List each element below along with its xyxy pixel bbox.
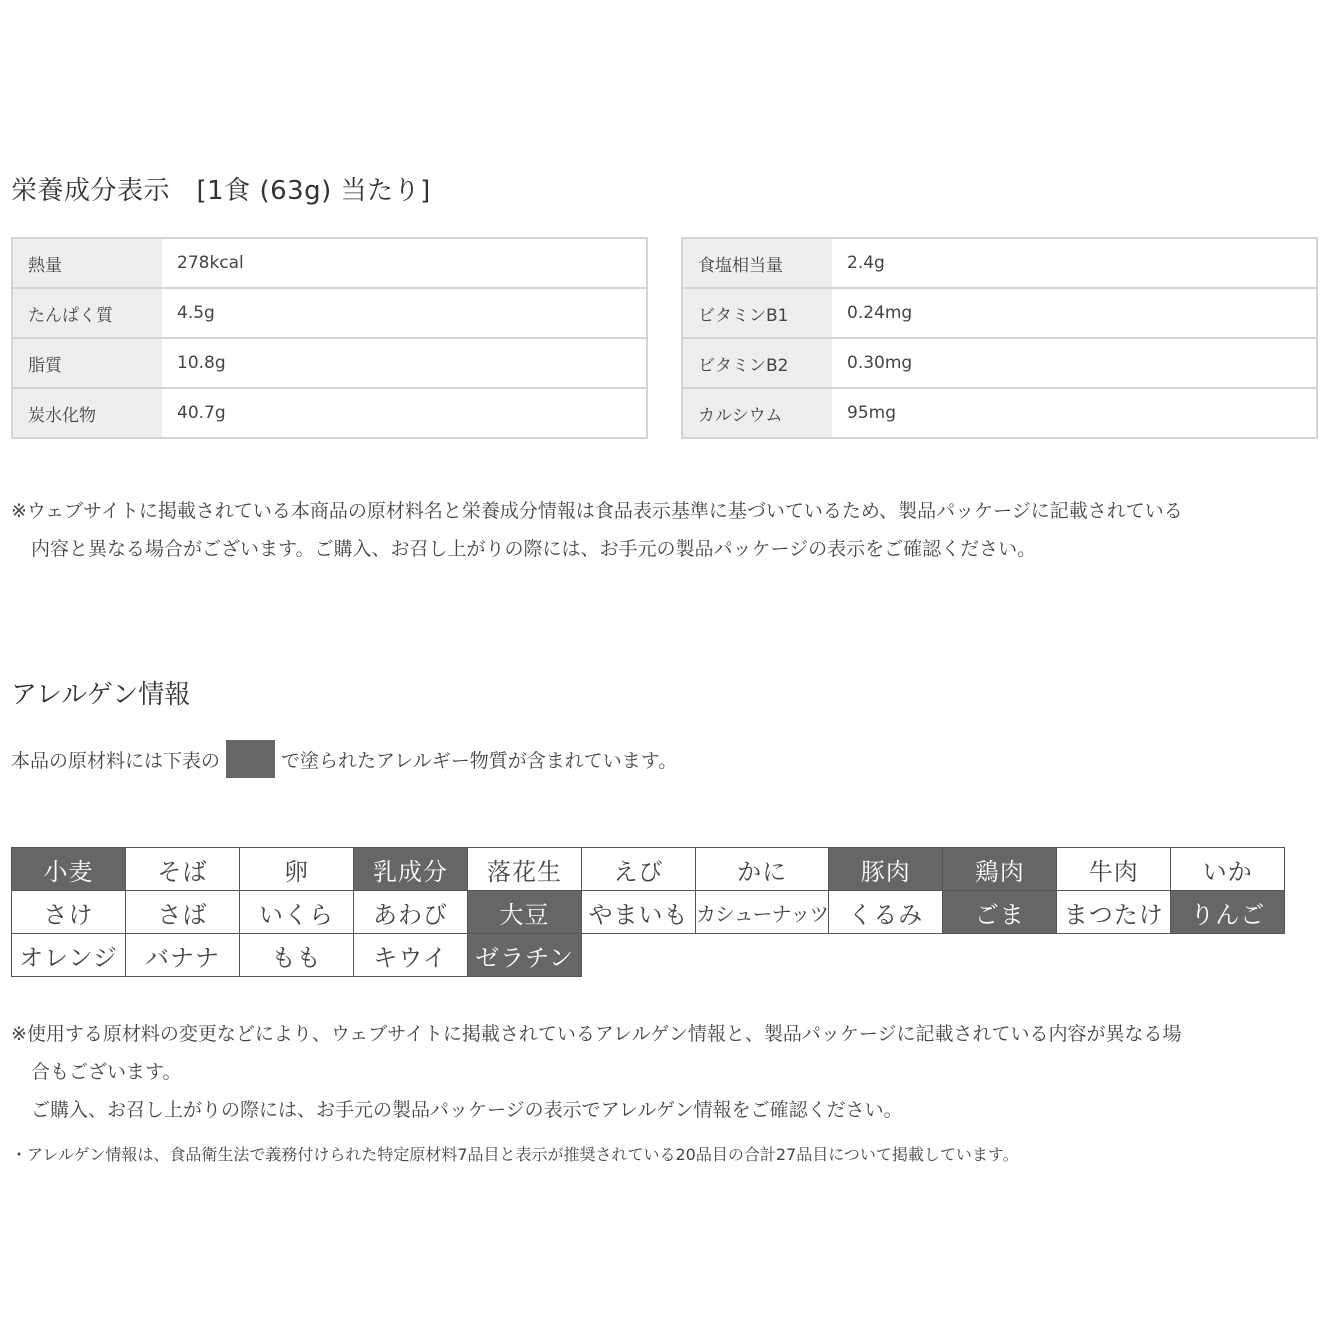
nutrient-label: 食塩相当量 [682, 238, 832, 288]
allergen-cell: いか [1171, 848, 1285, 891]
legend-text-after: で塗られたアレルギー物質が含まれています。 [281, 749, 678, 772]
allergen-cell: まつたけ [1057, 891, 1171, 934]
nutrient-value: 10.8g [162, 338, 647, 388]
table-row [682, 388, 1317, 438]
nutrient-value: 40.7g [162, 388, 647, 438]
allergen-legend [11, 740, 677, 778]
allergen-cell: 小麦 [12, 848, 126, 891]
table-row [12, 288, 647, 338]
table-row [682, 338, 1317, 388]
allergen-footnote: ・アレルゲン情報は、食品衛生法で義務付けられた特定原材料7品目と表示が推奨されている20品目の合計27品目について掲載しています。 [11, 1145, 1019, 1164]
nutrition-title: 栄養成分表示 [1食 (63g) 当たり] [11, 176, 431, 206]
allergen-note [11, 1015, 1181, 1129]
nutrient-label: たんぱく質 [12, 288, 162, 338]
nutrient-label: ビタミンB1 [682, 288, 832, 338]
allergen-cell: カシューナッツ [696, 891, 829, 934]
table-row [682, 238, 1317, 288]
legend-swatch [226, 740, 275, 778]
table-row [12, 338, 647, 388]
allergen-cell: やまいも [582, 891, 696, 934]
allergen-cell: そば [126, 848, 240, 891]
table-row [682, 288, 1317, 338]
allergen-cell: 卵 [240, 848, 354, 891]
table-row [12, 238, 647, 288]
allergen-cell: あわび [354, 891, 468, 934]
allergen-cell: バナナ [126, 934, 240, 977]
nutrient-label: 熱量 [12, 238, 162, 288]
nutrient-label: ビタミンB2 [682, 338, 832, 388]
allergen-grid [11, 847, 1285, 977]
allergen-cell: さば [126, 891, 240, 934]
nutrient-label: 脂質 [12, 338, 162, 388]
nutrition-note [11, 492, 1183, 568]
allergen-cell: ゼラチン [468, 934, 582, 977]
nutrient-value: 4.5g [162, 288, 647, 338]
nutrition-table-left [11, 237, 648, 439]
table-row [12, 388, 647, 438]
allergen-cell: 豚肉 [829, 848, 943, 891]
legend-text-before: 本品の原材料には下表の [11, 749, 221, 772]
allergen-cell: ごま [943, 891, 1057, 934]
allergen-cell: かに [696, 848, 829, 891]
nutrient-value: 0.30mg [832, 338, 1317, 388]
note-line: ※ウェブサイトに掲載されている本商品の原材料名と栄養成分情報は食品表示基準に基づいているため、製品パッケージに記載されている [11, 500, 1183, 522]
note-line: 内容と異なる場合がございます。ご購入、お召し上がりの際には、お手元の製品パッケージの表示をご確認ください。 [31, 538, 1037, 560]
allergen-row [12, 848, 1285, 891]
allergen-cell: いくら [240, 891, 354, 934]
allergen-cell: 牛肉 [1057, 848, 1171, 891]
nutrient-label: カルシウム [682, 388, 832, 438]
allergen-cell: 鶏肉 [943, 848, 1057, 891]
nutrient-value: 278kcal [177, 253, 244, 273]
allergen-cell: キウイ [354, 934, 468, 977]
allergen-cell: さけ [12, 891, 126, 934]
nutrition-table-right [681, 237, 1318, 439]
allergen-row [12, 934, 1285, 977]
nutrient-value: 0.24mg [832, 288, 1317, 338]
allergen-cell: 乳成分 [354, 848, 468, 891]
allergen-cell: もも [240, 934, 354, 977]
note-line: ※使用する原材料の変更などにより、ウェブサイトに掲載されているアレルゲン情報と、製品パッケージに記載されている内容が異なる場 [11, 1023, 1182, 1045]
nutrient-value: 2.4g [847, 253, 885, 273]
allergen-cell: くるみ [829, 891, 943, 934]
nutrient-label: 炭水化物 [12, 388, 162, 438]
nutrient-value: 95mg [832, 388, 1317, 438]
allergen-cell: えび [582, 848, 696, 891]
note-line: ご購入、お召し上がりの際には、お手元の製品パッケージの表示でアレルゲン情報をご確認ください。 [31, 1099, 903, 1121]
allergen-cell: りんご [1171, 891, 1285, 934]
allergen-cell: オレンジ [12, 934, 126, 977]
allergen-cell: 大豆 [468, 891, 582, 934]
allergen-title: アレルゲン情報 [11, 680, 191, 710]
allergen-row [12, 891, 1285, 934]
allergen-cell: 落花生 [468, 848, 582, 891]
note-line: 合もございます。 [31, 1061, 182, 1083]
